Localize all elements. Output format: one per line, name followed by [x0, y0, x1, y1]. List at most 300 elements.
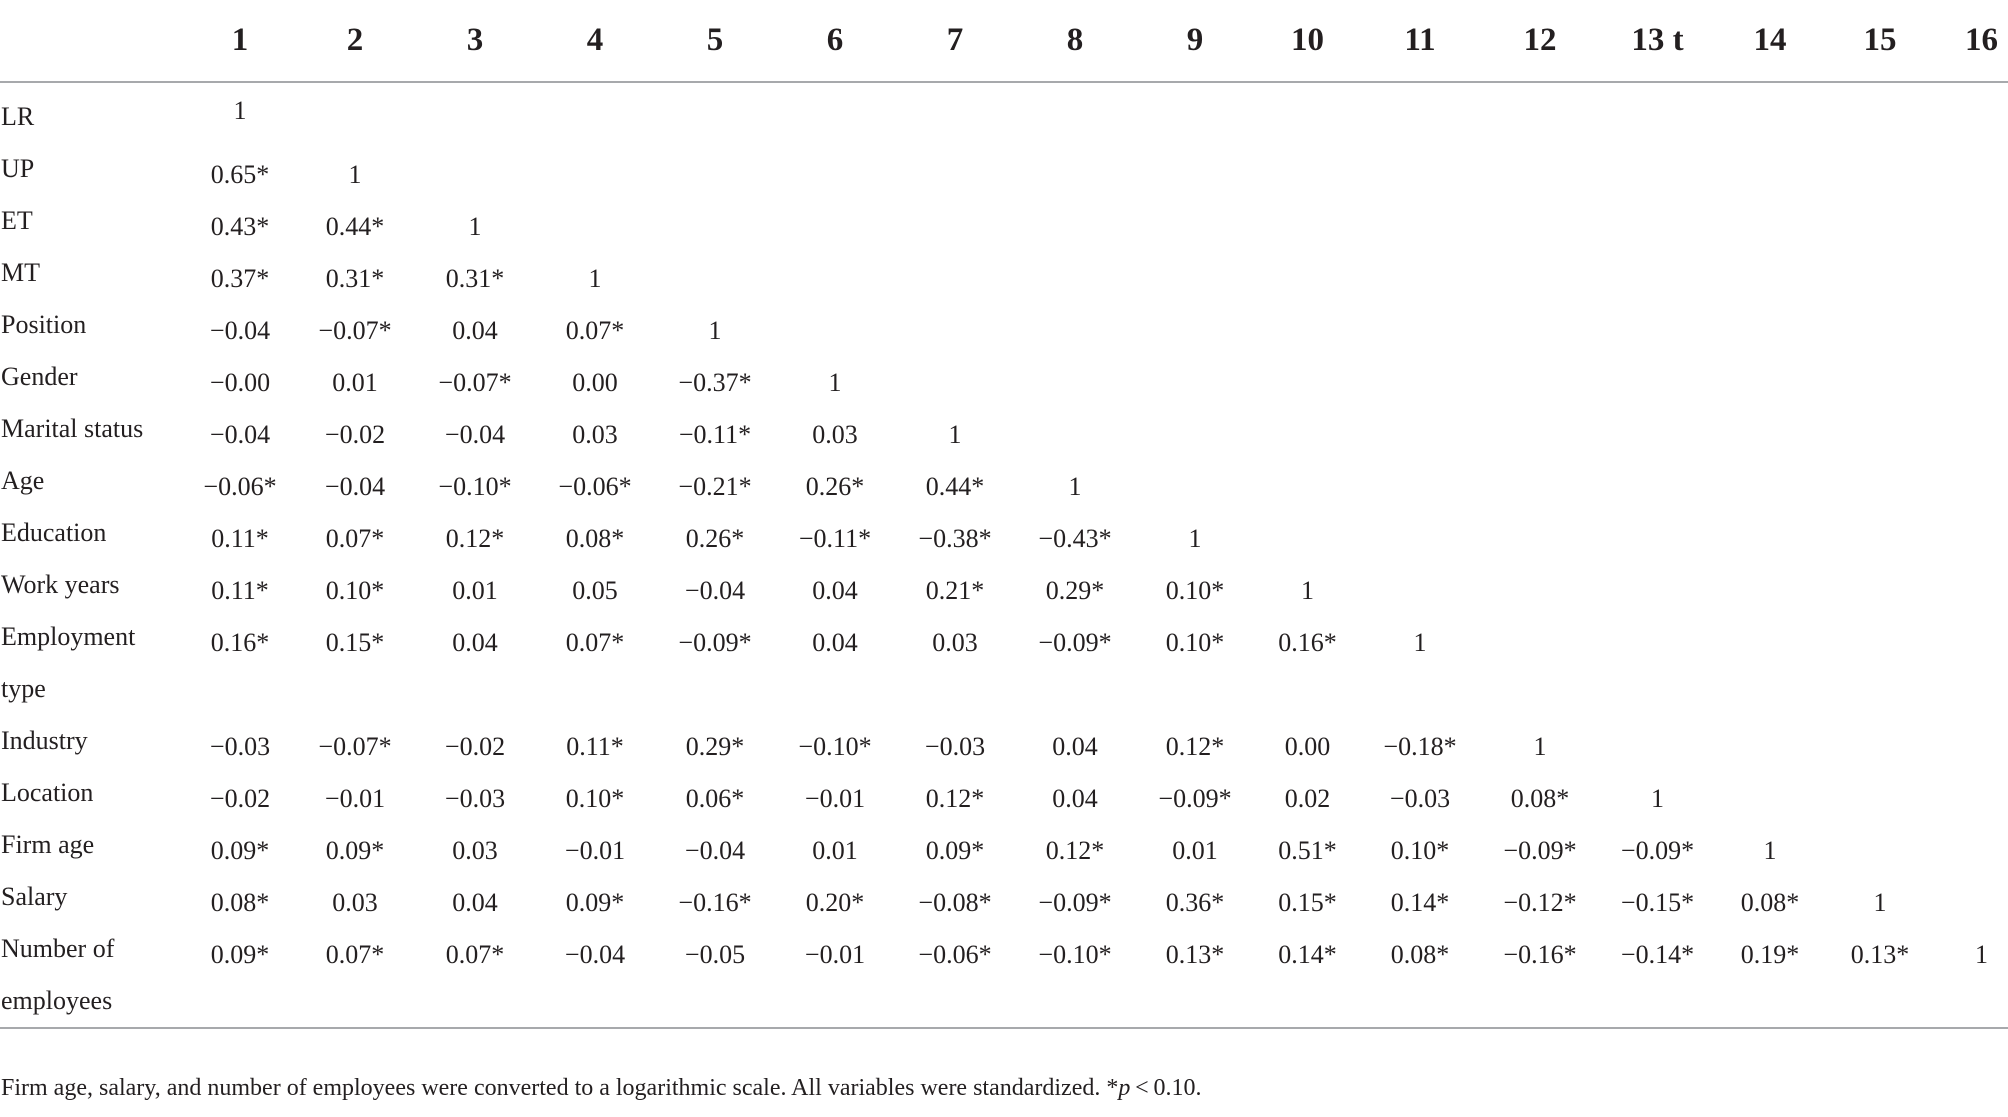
table-cell	[1600, 559, 1715, 611]
table-cell	[775, 82, 895, 143]
table-cell	[1715, 507, 1825, 559]
table-cell: 0.13*	[1850, 940, 1910, 969]
table-cell	[1480, 455, 1600, 507]
table-cell	[1825, 767, 1935, 819]
table-cell	[1935, 611, 2008, 715]
table-cell	[1360, 403, 1480, 455]
column-header: 12	[1523, 22, 1557, 58]
table-cell: 0.20*	[805, 888, 865, 917]
table-cell	[535, 82, 655, 143]
table-cell: 0.29*	[1045, 576, 1105, 605]
table-cell	[1825, 82, 1935, 143]
table-cell: 0.26*	[805, 472, 865, 501]
table-cell: −0.04	[564, 940, 626, 969]
table-cell	[1715, 611, 1825, 715]
table-cell	[1935, 455, 2008, 507]
row-label: Gender	[1, 362, 78, 391]
table-cell: 0.05	[572, 576, 618, 605]
table-cell	[1135, 403, 1255, 455]
table-row	[0, 871, 2008, 923]
table-cell: −0.06*	[918, 940, 992, 969]
table-cell: 0.09*	[925, 836, 985, 865]
table-cell: 0.19*	[1740, 940, 1800, 969]
table-cell	[1360, 299, 1480, 351]
table-cell	[655, 195, 775, 247]
table-cell	[1480, 143, 1600, 195]
table-row	[0, 195, 2008, 247]
table-row	[0, 455, 2008, 507]
table-cell	[1935, 82, 2008, 143]
table-cell: 1	[1301, 576, 1314, 605]
table-cell	[1825, 195, 1935, 247]
table-row	[0, 611, 2008, 715]
table-cell: 0.04	[452, 628, 498, 657]
table-cell: −0.12*	[1503, 888, 1577, 917]
table-cell: 0.04	[812, 628, 858, 657]
table-cell	[1135, 351, 1255, 403]
table-row	[0, 507, 2008, 559]
table-cell: −0.21*	[678, 472, 752, 501]
table-cell: 0.09*	[210, 940, 270, 969]
table-cell	[1015, 299, 1135, 351]
table-cell	[1825, 611, 1935, 715]
table-cell	[1715, 767, 1825, 819]
column-header: 7	[946, 22, 964, 58]
table-cell: 0.51*	[1278, 836, 1337, 865]
column-header: 10	[1291, 22, 1324, 58]
table-cell: −0.03	[444, 784, 506, 813]
column-header: 9	[1186, 22, 1204, 58]
table-cell	[1715, 559, 1825, 611]
table-cell: 0.10*	[1165, 576, 1225, 605]
table-cell: 0.29*	[685, 732, 745, 761]
table-cell: −0.01	[324, 784, 386, 813]
table-cell: 0.31*	[445, 264, 505, 293]
table-row	[0, 143, 2008, 195]
table-cell: 0.11*	[566, 732, 624, 761]
table-cell: −0.09*	[1503, 836, 1577, 865]
table-cell	[895, 247, 1015, 299]
row-label: Number of employees	[1, 934, 115, 1015]
row-label: MT	[1, 258, 40, 287]
table-row	[0, 715, 2008, 767]
table-cell: −0.04	[444, 420, 506, 449]
table-cell: 0.06*	[685, 784, 745, 813]
table-cell	[1935, 195, 2008, 247]
table-cell	[1935, 819, 2008, 871]
table-cell	[1015, 403, 1135, 455]
table-cell: −0.38*	[918, 524, 992, 553]
table-cell	[1480, 403, 1600, 455]
row-label: Marital status	[1, 414, 144, 443]
table-cell	[1715, 351, 1825, 403]
table-cell: −0.43*	[1038, 524, 1112, 553]
table-cell	[775, 195, 895, 247]
footnote-text: Firm age, salary, and number of employees were converted to a logarithmic scale. All variables were standardized. *	[1, 1075, 1119, 1101]
table-cell	[1600, 299, 1715, 351]
table-cell: −0.04	[684, 576, 746, 605]
table-cell: −0.02	[444, 732, 506, 761]
table-cell: −0.06*	[203, 472, 277, 501]
table-cell	[895, 195, 1015, 247]
table-cell	[1935, 247, 2008, 299]
row-label: Education	[1, 518, 107, 547]
table-cell: 0.07*	[325, 524, 385, 553]
table-cell: −0.03	[1389, 784, 1451, 813]
table-cell	[1480, 559, 1600, 611]
table-cell	[1935, 351, 2008, 403]
table-cell	[1255, 507, 1360, 559]
table-cell	[1935, 767, 2008, 819]
column-header: 15	[1863, 22, 1897, 58]
table-cell: −0.11*	[678, 420, 752, 449]
table-cell	[1360, 507, 1480, 559]
column-header: 6	[826, 22, 844, 58]
table-cell	[1825, 247, 1935, 299]
table-cell	[1600, 715, 1715, 767]
table-cell	[1135, 82, 1255, 143]
row-label: Work years	[1, 570, 120, 599]
table-cell	[1935, 403, 2008, 455]
table-cell: 0.07*	[325, 940, 385, 969]
table-cell: −0.15*	[1620, 888, 1695, 917]
column-header: 2	[346, 22, 364, 58]
table-cell: 0.04	[452, 888, 498, 917]
table-cell	[1360, 455, 1480, 507]
table-cell: 0.03	[932, 628, 978, 657]
table-cell: 0.10*	[1390, 836, 1450, 865]
table-cell	[1255, 247, 1360, 299]
column-header: 14	[1753, 22, 1787, 58]
table-cell	[1715, 82, 1825, 143]
row-label: Salary	[1, 882, 68, 911]
table-cell: −0.16*	[678, 888, 752, 917]
table-cell: −0.03	[924, 732, 986, 761]
table-cell: 0.01	[452, 576, 498, 605]
table-cell: −0.10*	[438, 472, 512, 501]
table-cell: −0.07*	[438, 368, 512, 397]
table-cell	[1015, 143, 1135, 195]
table-cell	[1825, 715, 1935, 767]
table-cell: 0.03	[332, 888, 378, 917]
table-cell: 0.13*	[1165, 940, 1225, 969]
table-cell	[1480, 611, 1600, 715]
row-label: Industry	[1, 726, 88, 755]
table-cell: 1	[1188, 524, 1202, 553]
table-cell: 0.12*	[445, 524, 505, 553]
table-cell	[1935, 143, 2008, 195]
table-row	[0, 247, 2008, 299]
table-cell: 1	[233, 96, 247, 125]
footnote-p-symbol: p	[1118, 1075, 1131, 1101]
table-cell	[1600, 82, 1715, 143]
table-cell: 0.04	[812, 576, 858, 605]
row-label: ET	[1, 206, 33, 235]
column-header: 11	[1404, 22, 1436, 58]
table-row	[0, 767, 2008, 819]
table-cell: −0.01	[804, 940, 866, 969]
table-cell: −0.11*	[798, 524, 872, 553]
row-label: UP	[1, 154, 35, 183]
table-cell: 1	[948, 420, 962, 449]
table-cell	[1255, 455, 1360, 507]
table-cell: 0.26*	[685, 524, 745, 553]
table-cell	[1600, 247, 1715, 299]
table-cell	[1715, 195, 1825, 247]
table-cell	[1715, 403, 1825, 455]
table-cell: 0.14*	[1278, 940, 1337, 969]
column-header: 3	[466, 22, 484, 58]
table-cell	[1135, 195, 1255, 247]
table-cell: 0.08*	[1740, 888, 1800, 917]
table-cell: 0.37*	[210, 264, 270, 293]
table-cell	[775, 143, 895, 195]
table-cell: 0.04	[452, 316, 498, 345]
table-cell: 1	[348, 160, 362, 189]
column-header: 13 t	[1631, 22, 1684, 58]
table-cell	[1015, 195, 1135, 247]
table-cell: 0.11*	[211, 524, 269, 553]
table-cell	[1600, 351, 1715, 403]
table-cell: 0.01	[332, 368, 378, 397]
table-cell	[1825, 143, 1935, 195]
table-cell	[1715, 143, 1825, 195]
table-cell	[1825, 507, 1935, 559]
table-body	[0, 82, 2008, 1028]
table-cell: −0.16*	[1503, 940, 1577, 969]
table-cell: 0.08*	[1390, 940, 1450, 969]
table-cell	[655, 143, 775, 195]
table-row	[0, 299, 2008, 351]
table-cell: 0.12*	[1165, 732, 1225, 761]
table-cell: −0.04	[209, 316, 271, 345]
table-cell	[1825, 559, 1935, 611]
table-cell: 0.15*	[1278, 888, 1337, 917]
column-header: 8	[1066, 22, 1084, 58]
table-cell: 0.43*	[210, 212, 270, 241]
table-cell	[1600, 611, 1715, 715]
column-header-label	[0, 0, 185, 82]
table-cell: −0.08*	[918, 888, 992, 917]
table-cell: 0.01	[812, 836, 858, 865]
table-row	[0, 403, 2008, 455]
table-cell: 1	[1763, 836, 1777, 865]
table-cell: −0.09*	[678, 628, 752, 657]
table-cell	[1135, 143, 1255, 195]
table-cell: −0.04	[324, 472, 386, 501]
table-cell	[1825, 351, 1935, 403]
table-cell	[1600, 403, 1715, 455]
table-cell: −0.09*	[1038, 628, 1112, 657]
table-cell	[895, 299, 1015, 351]
table-cell: −0.09*	[1158, 784, 1232, 813]
table-cell	[1715, 299, 1825, 351]
table-cell: 0.02	[1284, 784, 1331, 813]
table-cell	[895, 351, 1015, 403]
table-footnote	[1, 1075, 1202, 1102]
table-cell: 0.31*	[325, 264, 385, 293]
table-cell	[775, 247, 895, 299]
table-cell: 0.44*	[325, 212, 385, 241]
table-cell: 1	[828, 368, 842, 397]
column-header: 16	[1965, 22, 1998, 58]
table-cell	[1935, 715, 2008, 767]
table-cell	[1135, 455, 1255, 507]
table-cell	[1480, 507, 1600, 559]
table-cell	[295, 82, 415, 143]
table-cell	[1600, 195, 1715, 247]
table-row	[0, 923, 2008, 1028]
table-cell: −0.02	[324, 420, 386, 449]
table-cell	[535, 143, 655, 195]
table-cell	[1360, 351, 1480, 403]
row-label: Location	[1, 778, 94, 807]
table-cell	[1255, 195, 1360, 247]
table-cell	[655, 82, 775, 143]
table-cell	[1935, 299, 2008, 351]
table-cell: 0.04	[1052, 784, 1098, 813]
table-cell	[1255, 351, 1360, 403]
table-cell	[1360, 82, 1480, 143]
table-cell	[1825, 819, 1935, 871]
table-cell	[1715, 715, 1825, 767]
table-cell: 0.04	[1052, 732, 1098, 761]
table-cell	[1255, 82, 1360, 143]
table-cell	[1935, 507, 2008, 559]
table-cell	[1135, 247, 1255, 299]
table-cell: 1	[1651, 784, 1664, 813]
table-cell: −0.09*	[1038, 888, 1112, 917]
table-cell: 1	[1413, 628, 1427, 657]
table-cell: 1	[1533, 732, 1547, 761]
table-cell	[895, 143, 1015, 195]
table-header	[0, 0, 2008, 82]
table-cell: −0.01	[804, 784, 866, 813]
table-cell	[1015, 351, 1135, 403]
table-cell	[1825, 455, 1935, 507]
table-cell	[535, 195, 655, 247]
table-cell: 0.10*	[1165, 628, 1225, 657]
row-label: Employment type	[1, 622, 136, 703]
table-cell: 0.10*	[565, 784, 625, 813]
table-cell: −0.01	[564, 836, 626, 865]
table-cell	[1360, 143, 1480, 195]
table-cell: −0.04	[684, 836, 746, 865]
table-cell: 0.07*	[565, 316, 625, 345]
table-cell	[415, 143, 535, 195]
table-row	[0, 82, 2008, 143]
table-cell	[1015, 247, 1135, 299]
table-cell: 0.09*	[210, 836, 270, 865]
table-cell: −0.10*	[1038, 940, 1112, 969]
table-row	[0, 351, 2008, 403]
table-cell	[1360, 559, 1480, 611]
table-cell: 0.10*	[325, 576, 385, 605]
table-cell: −0.37*	[678, 368, 752, 397]
table-cell: 0.03	[452, 836, 498, 865]
table-cell: −0.03	[209, 732, 271, 761]
table-cell: 0.00	[572, 368, 618, 397]
table-cell: −0.09*	[1620, 836, 1695, 865]
table-cell: 1	[588, 264, 602, 293]
table-cell	[1480, 82, 1600, 143]
table-cell: −0.05	[684, 940, 746, 969]
table-cell	[1825, 299, 1935, 351]
table-cell	[895, 82, 1015, 143]
footnote-threshold: < 0.10.	[1130, 1075, 1202, 1101]
table-cell	[1015, 82, 1135, 143]
table-cell: 0.44*	[925, 472, 985, 501]
table-cell: −0.18*	[1383, 732, 1457, 761]
table-cell: 0.08*	[565, 524, 625, 553]
table-cell	[1255, 299, 1360, 351]
column-header: 1	[231, 22, 249, 58]
row-label: Firm age	[1, 830, 95, 859]
table-cell	[655, 247, 775, 299]
table-cell: 0.08*	[1510, 784, 1570, 813]
table-cell: 0.03	[812, 420, 858, 449]
table-cell	[1255, 143, 1360, 195]
table-cell: 0.12*	[925, 784, 985, 813]
table-cell	[1480, 299, 1600, 351]
column-header: 4	[586, 22, 604, 58]
row-label: LR	[1, 102, 35, 131]
table-cell	[1360, 195, 1480, 247]
table-cell: 0.07*	[445, 940, 505, 969]
column-header: 5	[706, 22, 724, 58]
table-cell: 0.08*	[210, 888, 270, 917]
row-label: Position	[1, 310, 87, 339]
table-cell	[1480, 247, 1600, 299]
table-cell	[1135, 299, 1255, 351]
table-cell: 0.11*	[211, 576, 269, 605]
table-cell	[775, 299, 895, 351]
table-cell: 0.16*	[1278, 628, 1337, 657]
table-cell	[1825, 403, 1935, 455]
table-cell: 0.65*	[210, 160, 270, 189]
table-cell: 0.07*	[565, 628, 625, 657]
table-cell: 0.00	[1284, 732, 1331, 761]
table-cell: 0.16*	[210, 628, 270, 657]
table-cell: 0.01	[1172, 836, 1218, 865]
table-row	[0, 819, 2008, 871]
table-cell	[1935, 559, 2008, 611]
table-cell: 1	[1068, 472, 1082, 501]
table-cell: −0.04	[209, 420, 271, 449]
table-cell: −0.10*	[798, 732, 872, 761]
table-cell: 1	[1873, 888, 1887, 917]
table-cell	[1600, 455, 1715, 507]
header-row	[0, 0, 2008, 82]
table-cell: −0.06*	[558, 472, 632, 501]
table-cell	[415, 82, 535, 143]
table-cell: 1	[708, 316, 722, 345]
table-cell	[1360, 247, 1480, 299]
table-cell: 0.21*	[925, 576, 985, 605]
table-cell: 0.14*	[1390, 888, 1450, 917]
table-cell: 0.12*	[1045, 836, 1105, 865]
table-cell	[1715, 455, 1825, 507]
table-cell: −0.14*	[1620, 940, 1695, 969]
table-cell	[1255, 403, 1360, 455]
table-cell	[1480, 195, 1600, 247]
table-cell: −0.00	[209, 368, 271, 397]
table-cell	[1600, 507, 1715, 559]
table-cell: 0.03	[572, 420, 618, 449]
table-cell	[1935, 871, 2008, 923]
table-cell: 0.09*	[565, 888, 625, 917]
table-cell: 0.09*	[325, 836, 385, 865]
